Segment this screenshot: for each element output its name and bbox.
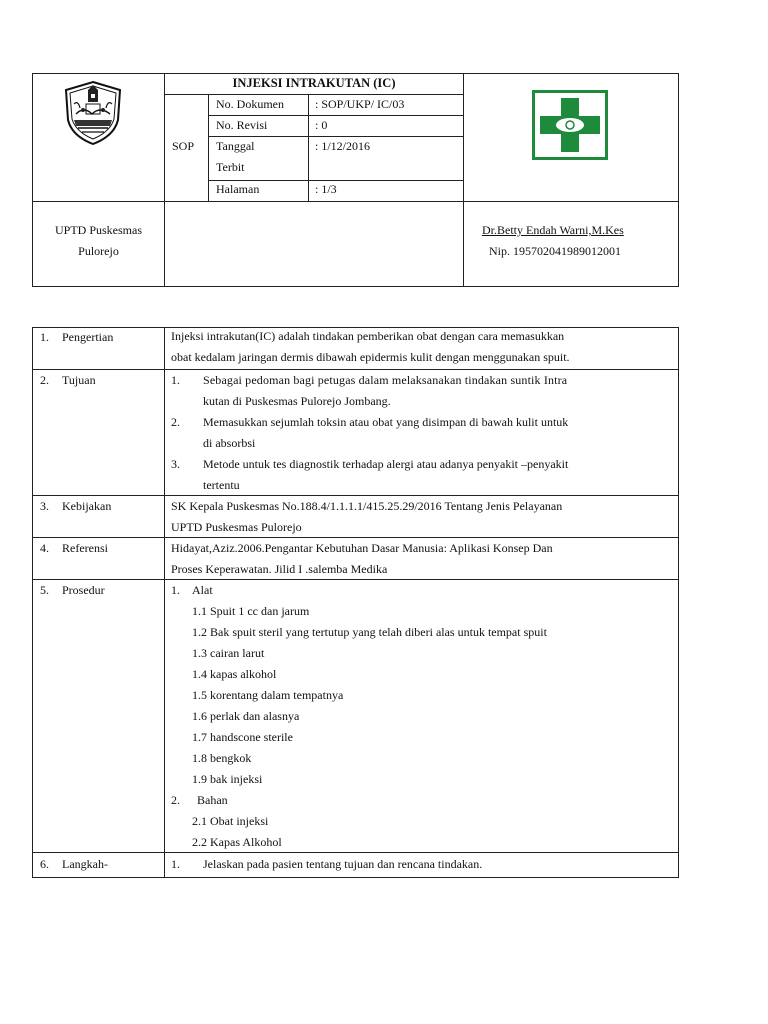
field-value-no-dokumen: : SOP/UKP/ IC/03 bbox=[315, 97, 405, 111]
list-item: 1.3 cairan larut bbox=[192, 646, 265, 660]
org-name-line2: Pulorejo bbox=[78, 244, 119, 258]
group-number: 2. bbox=[171, 793, 180, 807]
sop-title: INJEKSI INTRAKUTAN (IC) bbox=[232, 76, 396, 90]
list-item: 1.7 handscone sterile bbox=[192, 730, 293, 744]
list-item-text: di absorbsi bbox=[203, 436, 256, 450]
section-title: Tujuan bbox=[62, 373, 96, 387]
list-item-number: 1. bbox=[171, 373, 180, 387]
list-item: 1.8 bengkok bbox=[192, 751, 252, 765]
list-item: 1.2 Bak spuit steril yang tertutup yang telah diberi alas untuk tempat spuit bbox=[192, 625, 547, 639]
group-label: Bahan bbox=[197, 793, 228, 807]
section-text-line: Proses Keperawatan. Jilid I .salemba Medika bbox=[171, 562, 388, 576]
section-text-line: SK Kepala Puskesmas No.188.4/1.1.1.1/415.25.29/2016 Tentang Jenis Pelayanan bbox=[171, 499, 563, 513]
list-item-text: tertentu bbox=[203, 478, 240, 492]
section-number: 4. bbox=[40, 541, 49, 555]
section-title: Referensi bbox=[62, 541, 108, 555]
section-title: Prosedur bbox=[62, 583, 105, 597]
list-item-text: Memasukkan sejumlah toksin atau obat yang disimpan di bawah kulit untuk bbox=[203, 415, 569, 429]
signer-nip: Nip. 195702041989012001 bbox=[489, 244, 621, 258]
list-item-text: Jelaskan pada pasien tentang tujuan dan rencana tindakan. bbox=[203, 857, 483, 871]
list-item-text: Metode untuk tes diagnostik terhadap alergi atau adanya penyakit –penyakit bbox=[203, 457, 569, 471]
list-item: 2.1 Obat injeksi bbox=[192, 814, 269, 828]
list-item-text: Sebagai pedoman bagi petugas dalam melaksanakan tindakan suntik Intra bbox=[203, 373, 568, 387]
section-number: 1. bbox=[40, 330, 49, 344]
section-text-line: Hidayat,Aziz.2006.Pengantar Kebutuhan Dasar Manusia: Aplikasi Konsep Dan bbox=[171, 541, 553, 555]
group-number: 1. bbox=[171, 583, 180, 597]
section-title: Langkah- bbox=[62, 857, 108, 871]
list-item: 1.4 kapas alkohol bbox=[192, 667, 277, 681]
list-item-number: 2. bbox=[171, 415, 180, 429]
field-value-no-revisi: : 0 bbox=[315, 118, 328, 132]
section-text-line: Injeksi intrakutan(IC) adalah tindakan pemberikan obat dengan cara memasukkan bbox=[171, 329, 565, 343]
section-text-line: UPTD Puskesmas Pulorejo bbox=[171, 520, 302, 534]
section-title: Pengertian bbox=[62, 330, 114, 344]
section-number: 2. bbox=[40, 373, 49, 387]
field-value-halaman: : 1/3 bbox=[315, 182, 337, 196]
list-item: 1.1 Spuit 1 cc dan jarum bbox=[192, 604, 310, 618]
list-item-text: kutan di Puskesmas Pulorejo Jombang. bbox=[203, 394, 391, 408]
sop-label: SOP bbox=[172, 139, 195, 153]
section-text-line: obat kedalam jaringan dermis dibawah epidermis kulit dengan menggunakan spuit. bbox=[171, 350, 570, 364]
field-value-tanggal: : 1/12/2016 bbox=[315, 139, 371, 153]
section-number: 5. bbox=[40, 583, 49, 597]
list-item: 2.2 Kapas Alkohol bbox=[192, 835, 282, 849]
list-item: 1.9 bak injeksi bbox=[192, 772, 263, 786]
field-label-no-dokumen: No. Dokumen bbox=[216, 97, 284, 111]
group-label: Alat bbox=[192, 583, 213, 597]
regional-emblem-icon bbox=[62, 80, 124, 146]
section-number: 3. bbox=[40, 499, 49, 513]
puskesmas-cross-icon bbox=[532, 90, 608, 160]
list-item: 1.5 korentang dalam tempatnya bbox=[192, 688, 344, 702]
field-label-tanggal: Tanggal bbox=[216, 139, 255, 153]
org-name-line1: UPTD Puskesmas bbox=[54, 223, 142, 237]
list-item-number: 1. bbox=[171, 857, 180, 871]
list-item-number: 3. bbox=[171, 457, 180, 471]
signer-name: Dr.Betty Endah Warni,M.Kes bbox=[482, 223, 624, 237]
field-label-halaman: Halaman bbox=[216, 182, 260, 196]
section-number: 6. bbox=[40, 857, 49, 871]
field-label-terbit: Terbit bbox=[216, 160, 245, 174]
list-item: 1.6 perlak dan alasnya bbox=[192, 709, 300, 723]
section-title: Kebijakan bbox=[62, 499, 112, 513]
field-label-no-revisi: No. Revisi bbox=[216, 118, 268, 132]
